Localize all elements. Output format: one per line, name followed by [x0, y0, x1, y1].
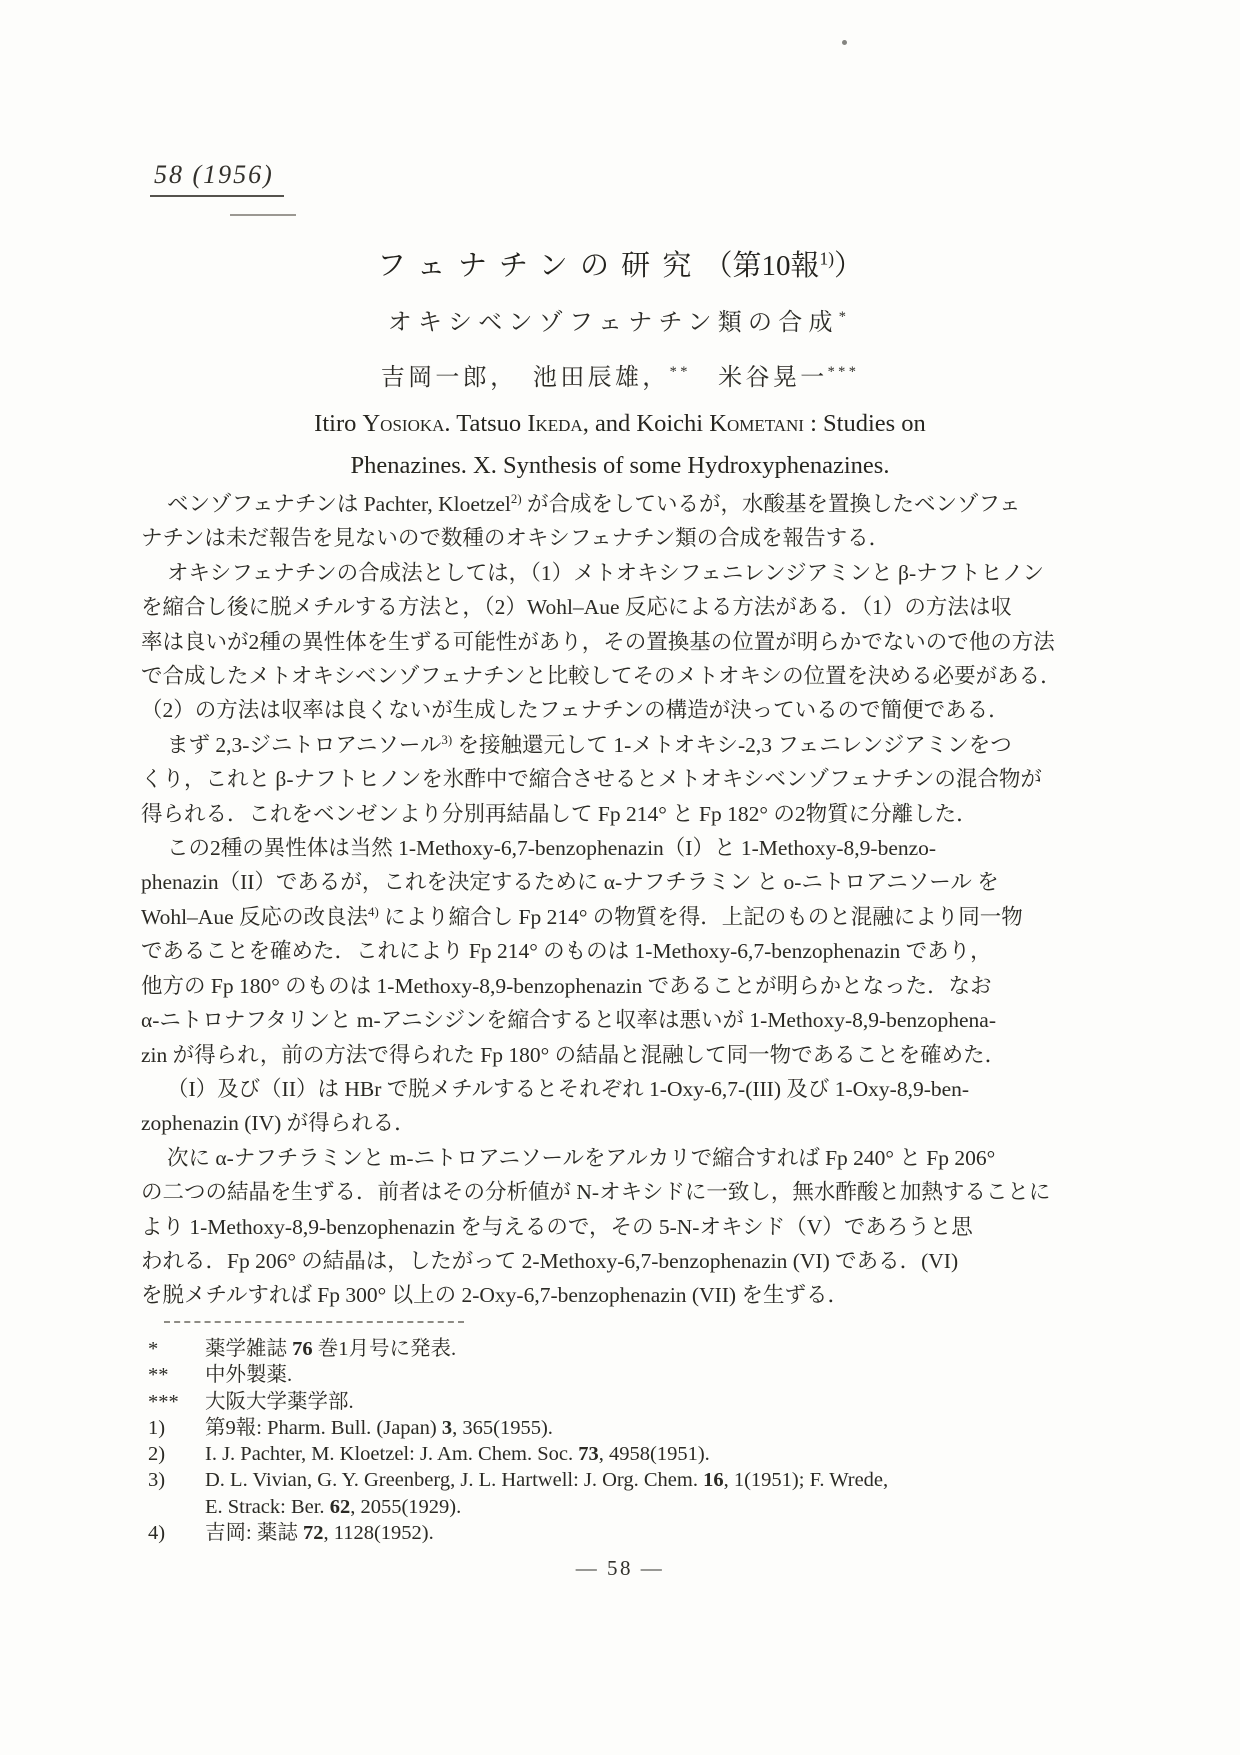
- text-segment: D. L. Vivian, G. Y. Greenberg, J. L. Hartwell: J. Org. Chem.: [205, 1469, 704, 1492]
- page-header-volume-year: 58 (1956): [150, 160, 284, 197]
- text-segment: 3: [441, 1416, 453, 1439]
- footnote-text: [205, 1467, 1158, 1520]
- text-segment: Wohl–Aue 反応の改良法: [141, 904, 368, 929]
- article-title-en-line2: Phenazines. X. Synthesis of some Hydroxyphenazines.: [350, 452, 890, 479]
- footnote-row: [148, 1336, 1158, 1362]
- text-segment: , 365(1955).: [452, 1416, 553, 1439]
- footnote-text: [205, 1389, 1158, 1415]
- text-segment: オキシフェナチンの合成法としては，（1）メトオキシフェニレンジアミンと β-ナフトヒノン: [167, 560, 1045, 585]
- text-segment: 76: [292, 1338, 313, 1360]
- article-subtitle-jp: [0, 302, 1240, 337]
- body-line: [141, 1175, 1111, 1209]
- body-line: [141, 521, 1111, 555]
- text-segment: Kometani: [709, 410, 804, 437]
- footnote-text: [205, 1415, 1158, 1441]
- footnote-row: [148, 1520, 1158, 1546]
- body-line: [141, 797, 1111, 831]
- footnote-text: [205, 1520, 1158, 1546]
- text-segment: , 1(1951); F. Wrede,: [723, 1469, 889, 1492]
- text-segment: フェナチンの研究: [376, 250, 704, 282]
- text-segment: くり，これと β-ナフトヒノンを氷酢中で縮合させるとメトオキシベンゾフェナチンの混合物が: [141, 767, 1042, 792]
- text-segment: 米谷晃一: [690, 365, 828, 391]
- text-segment: より 1-Methoxy-8,9-benzophenazin を与えるので，その 5-N-オキシド（V）であろうと思: [141, 1214, 973, 1239]
- text-segment: により縮合し Fp 214° の物質を得．上記のものと混融により同一物: [378, 904, 1023, 929]
- text-segment: 得られる．これをベンゼンより分別再結晶して Fp 214° と Fp 182° の2物質に分離した．: [141, 801, 978, 826]
- footnote-marker: ***: [148, 1390, 179, 1413]
- footnote-separator-rule: [164, 1321, 464, 1323]
- body-line: [141, 1072, 1111, 1106]
- text-segment: Itiro: [314, 410, 363, 437]
- text-segment: Yosioka: [362, 410, 445, 437]
- body-line: [141, 1244, 1111, 1278]
- footnotes: [148, 1336, 1158, 1546]
- text-segment: であることを確めた．これにより Fp 214° のものは 1-Methoxy-6,7-benzophenazin であり，: [141, 939, 992, 964]
- body-line: [141, 625, 1111, 659]
- footnote-text: [205, 1362, 1158, 1388]
- text-segment: 率は良いが2種の異性体を生ずる可能性があり，その置換基の位置が明らかでないので他の方法: [141, 629, 1055, 654]
- body-line: [141, 762, 1111, 796]
- footnote-row: [148, 1415, 1158, 1441]
- body-line: [141, 1141, 1111, 1175]
- text-segment: 72: [302, 1522, 324, 1545]
- text-segment: 62: [329, 1495, 351, 1518]
- footnote-marker: 3): [148, 1469, 166, 1492]
- text-segment: が合成をしているが，水酸基を置換したベンゾフェ: [521, 492, 1021, 516]
- body-line: [141, 728, 1111, 762]
- text-segment: , 1128(1952).: [323, 1522, 434, 1545]
- text-segment: ）: [834, 250, 864, 282]
- text-segment: α-ニトロナフタリンと m-アニシジンを縮合すると収率は悪いが 1-Methoxy-8,9-benzophena-: [141, 1008, 996, 1033]
- text-segment: 吉岡: 薬誌: [205, 1522, 303, 1545]
- body-line: [141, 1106, 1111, 1140]
- text-segment: I. J. Pachter, M. Kloetzel: J. Am. Chem. Soc.: [205, 1443, 579, 1466]
- footnote-text: [205, 1336, 1158, 1362]
- body-line: [141, 590, 1111, 624]
- body-line: [141, 865, 1111, 899]
- text-segment: われる．Fp 206° の結晶は，したがって 2-Methoxy-6,7-benzophenazin (VI) である．(VI): [141, 1248, 959, 1273]
- body-line: [141, 1003, 1111, 1037]
- body-line: [141, 1038, 1111, 1072]
- text-segment: E. Strack: Ber.: [205, 1495, 330, 1518]
- text-segment: 4): [368, 904, 379, 919]
- text-segment: **: [669, 364, 691, 380]
- text-segment: 中外製薬.: [205, 1364, 293, 1387]
- scan-artifact-speck: [842, 40, 847, 45]
- text-segment: 3): [441, 732, 453, 747]
- text-segment: （第10報: [703, 250, 820, 282]
- text-segment: 73: [578, 1443, 599, 1466]
- body-line: [141, 487, 1111, 521]
- body-line: [141, 693, 1111, 727]
- text-segment: を脱メチルすれば Fp 300° 以上の 2-Oxy-6,7-benzophenazin (VII) を生ずる．: [141, 1283, 849, 1308]
- body-line: [141, 1278, 1111, 1312]
- text-segment: 次に α-ナフチラミンと m-ニトロアニソールをアルカリで縮合すれば Fp 240° と Fp 206°: [167, 1145, 996, 1170]
- text-segment: , 4958(1951).: [598, 1443, 710, 1466]
- text-segment: zin が得られ，前の方法で得られた Fp 180° の結晶と混融して同一物であることを確めた．: [141, 1042, 1007, 1067]
- footnote-marker: 4): [148, 1522, 166, 1545]
- text-segment: オキシベンゾフェナチン類の合成: [387, 310, 839, 336]
- body-line: [141, 1210, 1111, 1244]
- text-segment: : Studies on: [803, 410, 926, 437]
- body-line: [141, 900, 1111, 934]
- text-segment: （I）及び（II）は HBr で脱メチルするとそれぞれ 1-Oxy-6,7-(III) 及び 1-Oxy-8,9-ben-: [167, 1076, 970, 1101]
- text-segment: 2): [510, 491, 522, 506]
- footnote-marker: *: [148, 1338, 159, 1360]
- text-segment: Ikeda: [527, 410, 583, 437]
- text-segment: phenazin（II）であるが，これを決定するために α-ナフチラミン と o-ニトロアニソール を: [141, 870, 999, 895]
- footnote-row: [148, 1362, 1158, 1388]
- text-segment: zophenazin (IV) が得られる．: [141, 1111, 416, 1136]
- text-segment: 大阪大学薬学部.: [205, 1390, 354, 1413]
- text-segment: 1): [819, 248, 835, 269]
- text-segment: 16: [703, 1469, 724, 1492]
- footnote-text: [205, 1441, 1158, 1467]
- article-title-jp: [0, 243, 1240, 284]
- footnote-marker: 2): [148, 1443, 166, 1466]
- text-segment: . Tatsuo: [444, 410, 528, 437]
- footnote-marker: 1): [148, 1416, 166, 1439]
- text-segment: 吉岡一郎， 池田辰雄，: [380, 365, 670, 391]
- text-segment: の二つの結晶を生ずる．前者はその分析値が N-オキシドに一致し，無水酢酸と加熱することに: [141, 1180, 1051, 1205]
- text-segment: 薬学雑誌: [205, 1338, 293, 1360]
- text-segment: 巻1月号に発表.: [312, 1338, 457, 1360]
- text-segment: *: [838, 309, 853, 325]
- text-segment: を接触還元して 1-メトオキシ-2,3 フェニレンジアミンをつ: [452, 732, 1012, 757]
- page-number: — 58 —: [575, 1556, 665, 1580]
- body-line: [141, 969, 1111, 1003]
- footnote-marker: **: [148, 1364, 169, 1387]
- text-segment: 他方の Fp 180° のものは 1-Methoxy-8,9-benzophenazin であることが明らかとなった．なお: [141, 973, 992, 998]
- body-line: [141, 659, 1111, 693]
- body-line: [141, 831, 1111, 865]
- body-line: [141, 556, 1111, 590]
- footnote-row: [148, 1467, 1158, 1520]
- text-segment: （2）の方法は収率は良くないが生成したフェナチンの構造が決っているので簡便である．: [141, 698, 1010, 723]
- article-title-en-line1: [0, 410, 1240, 438]
- text-segment: この2種の異性体は当然 1-Methoxy-6,7-benzophenazin（I）と 1-Methoxy-8,9-benzo-: [167, 836, 937, 861]
- text-segment: , and Koichi: [582, 410, 710, 437]
- text-segment: , 2055(1929).: [350, 1495, 462, 1518]
- text-segment: 第9報: Pharm. Bull. (Japan): [205, 1416, 442, 1439]
- text-segment: で合成したメトオキシベンゾフェナチンと比較してそのメトオキシの位置を決める必要がある．: [141, 664, 1062, 689]
- header-underline-dash: [230, 214, 296, 216]
- author-names-jp: [0, 357, 1240, 392]
- text-segment: ナチンは未だ報告を見ないので数種のオキシフェナチン類の合成を報告する．: [141, 526, 891, 551]
- text-segment: ***: [827, 364, 860, 380]
- footnote-row: [148, 1389, 1158, 1415]
- footnote-row: [148, 1441, 1158, 1467]
- body-text: [141, 487, 1111, 1313]
- text-segment: まず 2,3-ジニトロアニソール: [167, 732, 442, 757]
- text-segment: ベンゾフェナチンは Pachter, Kloetzel: [167, 492, 511, 516]
- text-segment: を縮合し後に脱メチルする方法と，（2）Wohl–Aue 反応による方法がある．（1）の方法は収: [141, 595, 1012, 620]
- body-line: [141, 934, 1111, 968]
